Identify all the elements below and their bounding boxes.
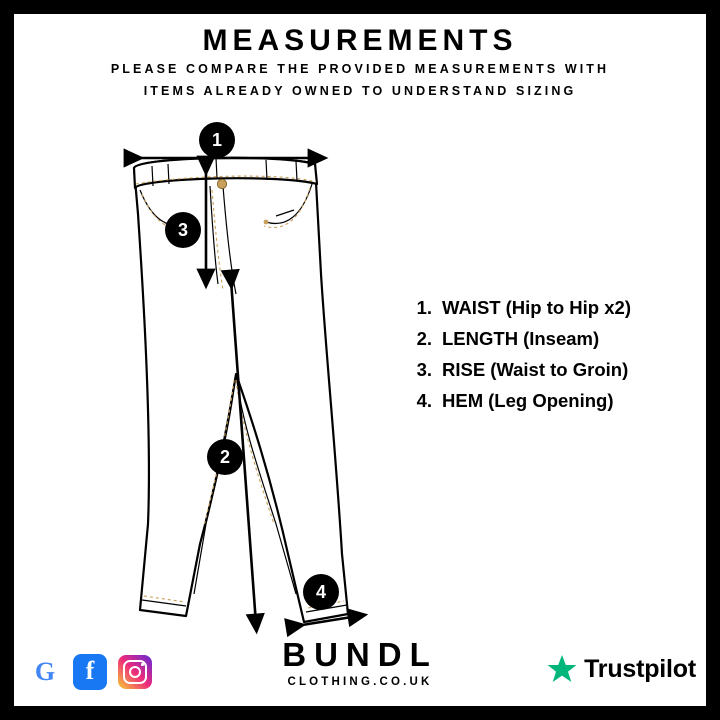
legend-key-waist: WAIST <box>442 297 501 318</box>
measurement-legend <box>404 292 694 416</box>
jeans-diagram <box>90 124 390 644</box>
legend-key-hem: HEM <box>442 390 484 411</box>
marker-1: 1 <box>199 122 235 158</box>
graphic-inner <box>14 14 706 706</box>
legend-number-1: 1. <box>416 297 432 318</box>
legend-number-4: 4. <box>416 390 432 411</box>
legend-item-hem <box>404 385 694 416</box>
legend-desc-rise: (Waist to Groin) <box>490 359 629 380</box>
legend-item-waist <box>404 292 694 323</box>
legend-item-rise <box>404 354 694 385</box>
google-icon-glyph: G <box>34 657 56 686</box>
trustpilot-badge[interactable] <box>547 654 696 684</box>
marker-4: 4 <box>303 574 339 610</box>
subtitle-line-1: PLEASE COMPARE THE PROVIDED MEASUREMENTS WITH <box>110 62 610 76</box>
trustpilot-star-icon <box>547 654 577 684</box>
legend-number-2: 2. <box>416 328 432 349</box>
legend-desc-waist: (Hip to Hip x2) <box>505 297 631 318</box>
marker-2: 2 <box>207 439 243 475</box>
legend-desc-length: (Inseam) <box>523 328 600 349</box>
legend-key-rise: RISE <box>442 359 486 380</box>
legend-key-length: LENGTH <box>442 328 519 349</box>
brand-domain: CLOTHING.CO.UK <box>287 676 433 688</box>
footer <box>14 618 706 698</box>
legend-item-length <box>404 323 694 354</box>
facebook-icon-glyph: f <box>85 656 95 685</box>
page-title: MEASUREMENTS <box>202 24 518 57</box>
legend-number-3: 3. <box>416 359 432 380</box>
subtitle-line-2: ITEMS ALREADY OWNED TO UNDERSTAND SIZING <box>143 84 577 98</box>
legend-desc-hem: (Leg Opening) <box>488 390 614 411</box>
page-subtitle <box>14 58 706 102</box>
trustpilot-label: Trustpilot <box>584 654 696 683</box>
marker-3: 3 <box>165 212 201 248</box>
brand-name: BUNDL <box>282 635 438 673</box>
